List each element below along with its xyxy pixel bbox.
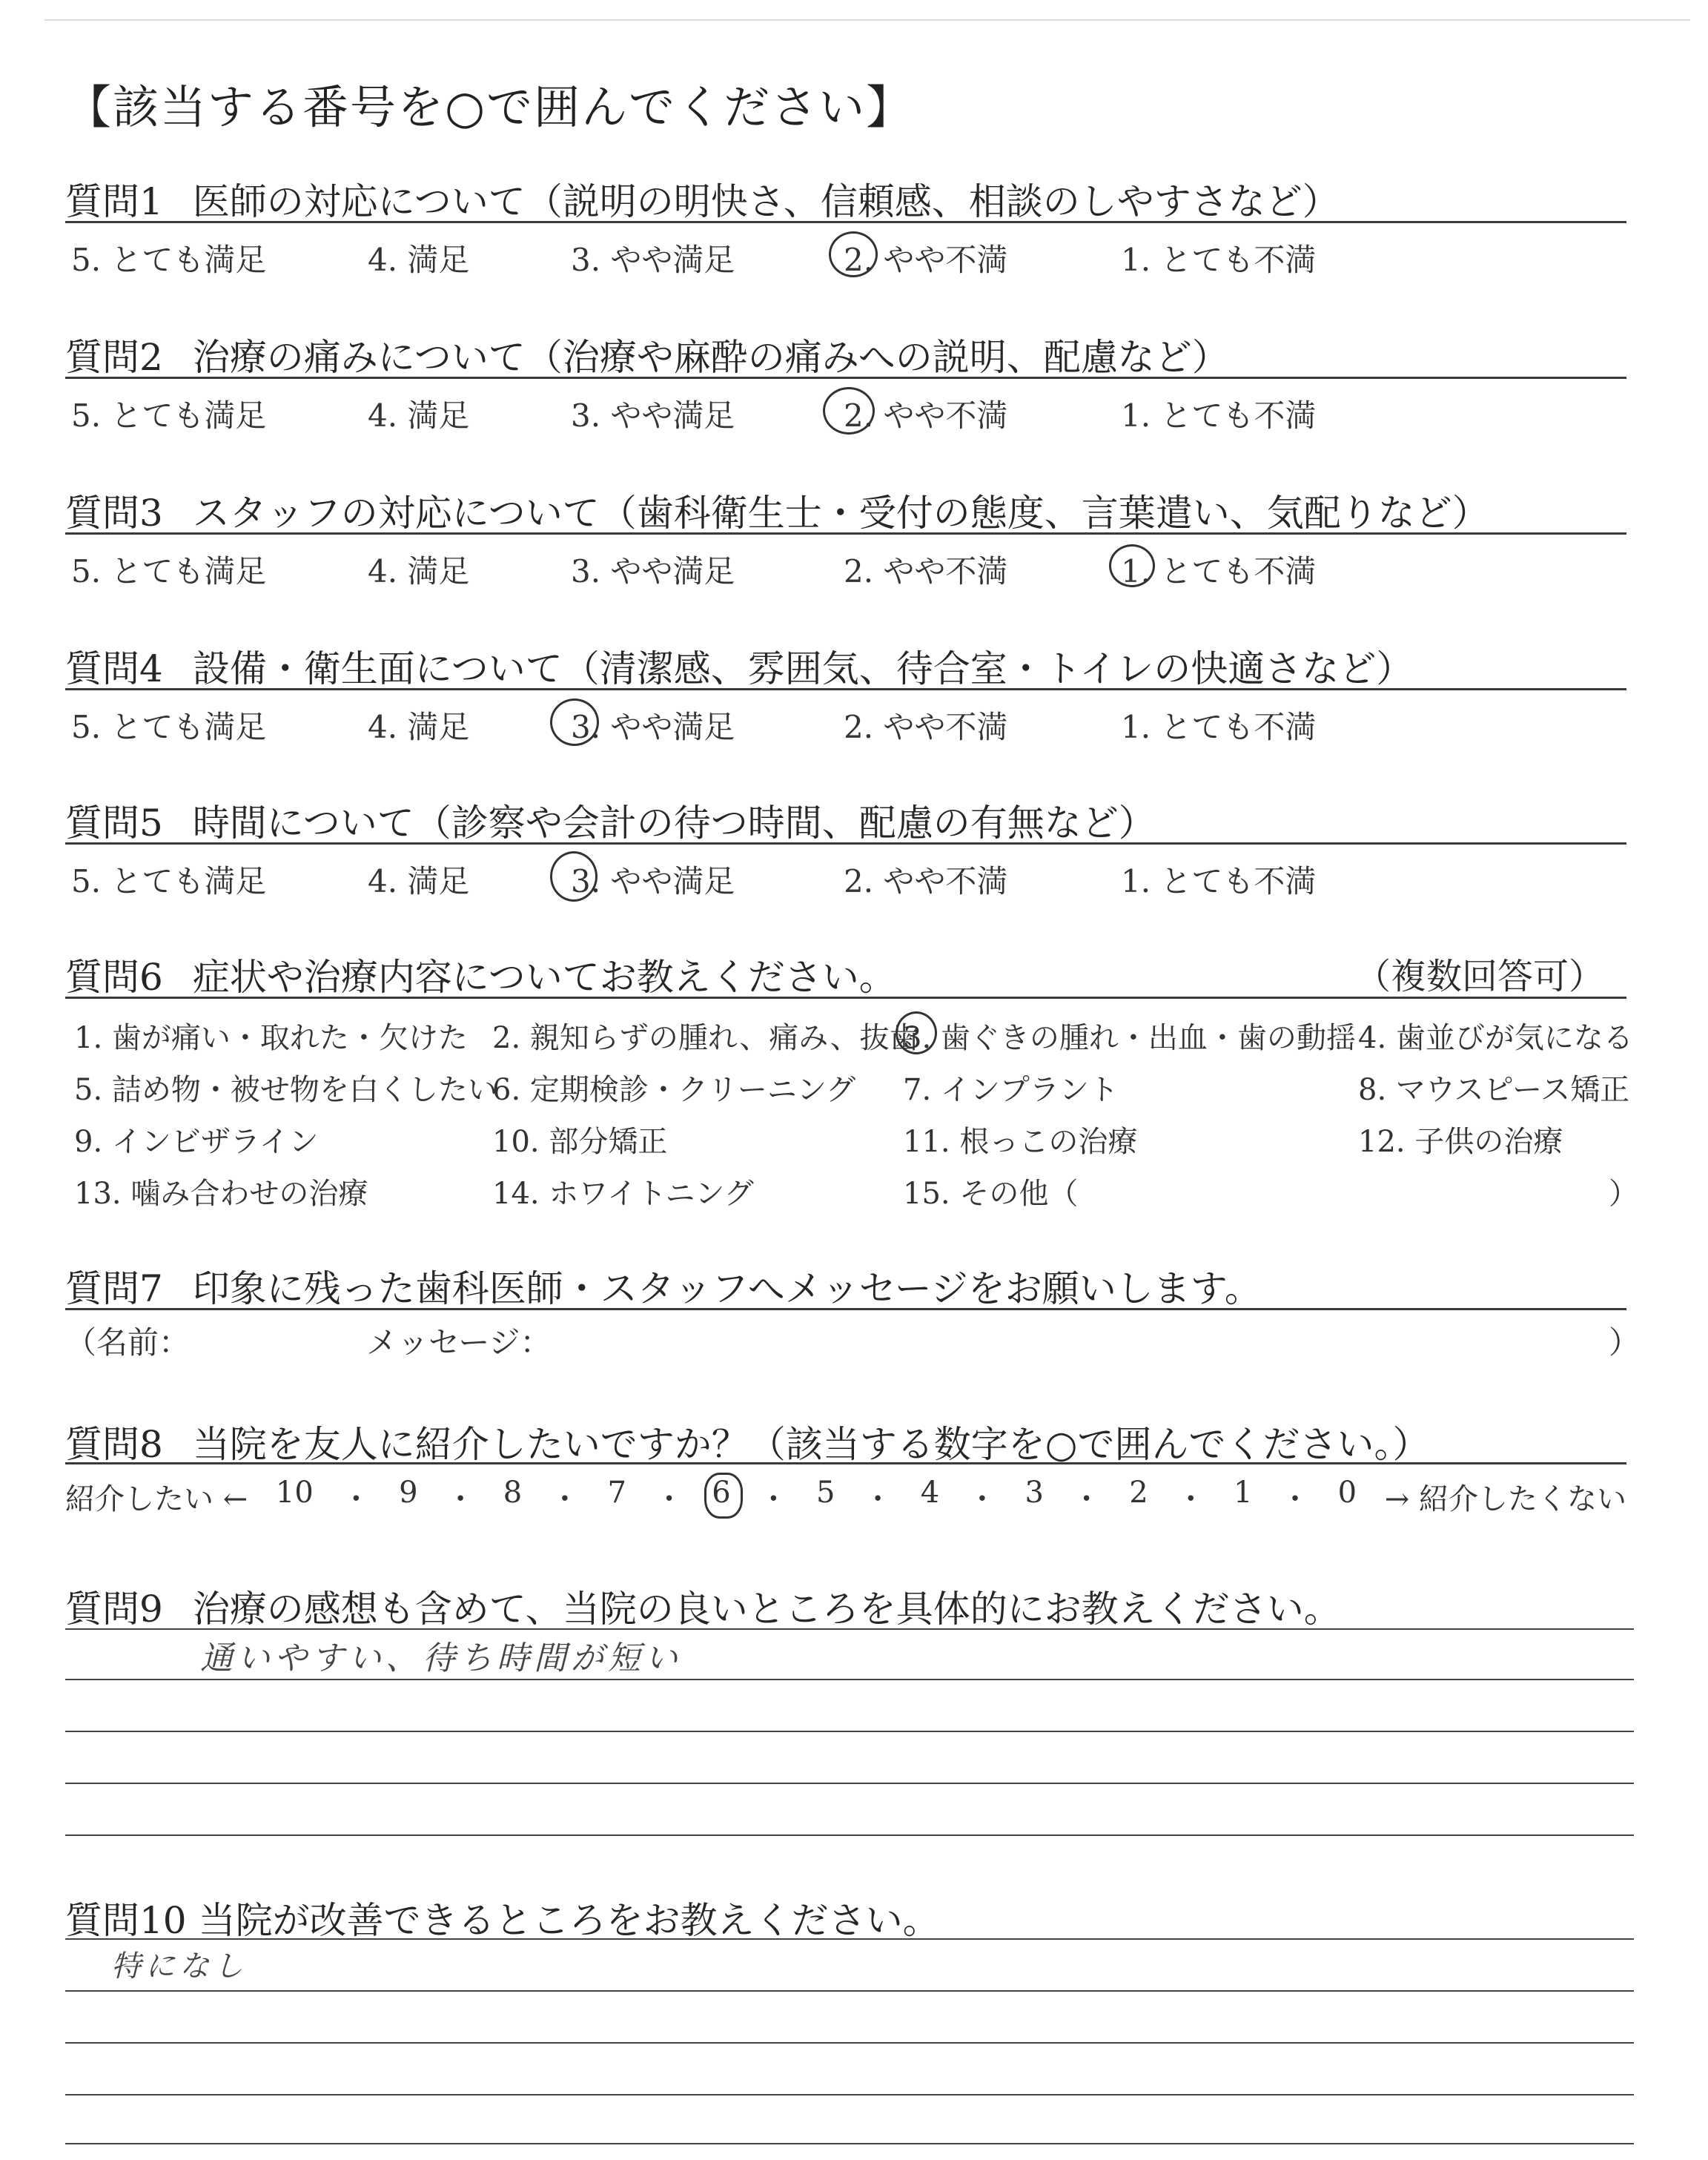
- q8-score-2[interactable]: 2: [1129, 1476, 1148, 1510]
- question-9: [65, 1579, 1341, 1633]
- q8-left-label: 紹介したい ←: [65, 1482, 248, 1516]
- question-4-rule: [65, 688, 1626, 690]
- question-8-rule: [65, 1462, 1626, 1464]
- q10-answer-line-3: [65, 2042, 1634, 2044]
- question-9-number: 質問9: [65, 1588, 163, 1631]
- question-7-rule: [65, 1308, 1626, 1310]
- q4-option-3[interactable]: 3. やや満足: [571, 709, 735, 745]
- question-10: [65, 1891, 940, 1944]
- scan-edge: [44, 19, 1690, 21]
- q7-name-label: （名前：: [65, 1324, 191, 1361]
- q3-option-2[interactable]: 2. やや不満: [844, 553, 1008, 589]
- q8-score-6[interactable]: 6: [712, 1476, 731, 1510]
- q6-item-15[interactable]: 15. その他（: [903, 1177, 1079, 1211]
- question-3-rule: [65, 532, 1626, 535]
- q9-answer-line-3: [65, 1731, 1634, 1732]
- q2-option-1[interactable]: 1. とても不満: [1121, 397, 1317, 434]
- q2-option-2[interactable]: 2. やや不満: [844, 397, 1008, 434]
- question-4-text: 設備・衛生面について（清潔感、雰囲気、待合室・トイレの快適さなど）: [192, 647, 1414, 690]
- question-7-text: 印象に残った歯科医師・スタッフへメッセージをお願いします。: [192, 1267, 1262, 1310]
- q8-selection-circle: [704, 1473, 743, 1519]
- question-5-rule: [65, 842, 1626, 845]
- q1-option-5[interactable]: 5. とても満足: [71, 242, 267, 278]
- q10-answer-line-5: [65, 2143, 1634, 2144]
- question-9-text: 治療の感想も含めて、当院の良いところを具体的にお教えください。: [192, 1588, 1341, 1631]
- q6-item-7[interactable]: 7. インプラント: [903, 1073, 1119, 1107]
- question-6-rule: [65, 997, 1626, 999]
- q2-option-3[interactable]: 3. やや満足: [571, 397, 735, 434]
- q5-selection-circle: [550, 851, 598, 902]
- q3-option-1[interactable]: 1. とても不満: [1121, 553, 1317, 589]
- q5-option-3[interactable]: 3. やや満足: [571, 863, 735, 899]
- q9-answer-line-2: [65, 1679, 1634, 1680]
- q5-option-1[interactable]: 1. とても不満: [1121, 863, 1317, 899]
- question-6-number: 質問6: [65, 956, 163, 999]
- q8-score-7[interactable]: 7: [607, 1476, 626, 1510]
- question-6: [65, 948, 896, 1001]
- q6-item-2[interactable]: 2. 親知らずの腫れ、痛み、抜歯: [492, 1021, 919, 1055]
- q9-answer-line-5: [65, 1834, 1634, 1836]
- q1-selection-circle: [829, 231, 878, 277]
- q9-answer-line-1: [65, 1628, 1634, 1630]
- q6-item-14[interactable]: 14. ホワイトニング: [492, 1177, 754, 1211]
- q5-option-2[interactable]: 2. やや不満: [844, 863, 1008, 899]
- q9-handwritten-answer: 通いやすい、待ち時間が短い: [200, 1639, 682, 1677]
- q2-option-4[interactable]: 4. 満足: [368, 397, 470, 434]
- q8-score-8[interactable]: 8: [503, 1476, 523, 1510]
- q6-item-9[interactable]: 9. インビザライン: [74, 1125, 319, 1159]
- question-4-number: 質問4: [65, 647, 163, 690]
- q8-score-1[interactable]: 1: [1233, 1476, 1253, 1510]
- q6-item-8[interactable]: 8. マウスピース矯正: [1358, 1073, 1630, 1107]
- question-1-text: 医師の対応について（説明の明快さ、信頼感、相談のしやすさなど）: [192, 180, 1340, 223]
- q9-answer-line-4: [65, 1783, 1634, 1784]
- q7-close-paren: ）: [1609, 1324, 1641, 1361]
- question-6-text: 症状や治療内容についてお教えください。: [192, 956, 896, 999]
- question-8-text: 当院を友人に紹介したいですか？（該当する数字を○で囲んでください。）: [192, 1423, 1430, 1466]
- q3-selection-circle: [1109, 544, 1155, 587]
- q3-option-5[interactable]: 5. とても満足: [71, 553, 267, 589]
- q6-item-13[interactable]: 13. 噛み合わせの治療: [74, 1177, 368, 1211]
- q2-selection-circle: [823, 387, 875, 435]
- question-7-number: 質問7: [65, 1267, 163, 1310]
- question-2-rule: [65, 377, 1626, 379]
- q1-option-3[interactable]: 3. やや満足: [571, 242, 735, 278]
- question-3-text: スタッフの対応について（歯科衛生士・受付の態度、言葉遣い、気配りなど）: [192, 492, 1489, 535]
- question-1: [65, 172, 1340, 225]
- q7-message-label: メッセージ：: [366, 1324, 552, 1361]
- q6-item-4[interactable]: 4. 歯並びが気になる: [1358, 1021, 1633, 1055]
- q3-option-3[interactable]: 3. やや満足: [571, 553, 735, 589]
- q4-option-4[interactable]: 4. 満足: [368, 709, 470, 745]
- question-1-number: 質問1: [65, 180, 163, 223]
- q2-option-5[interactable]: 5. とても満足: [71, 397, 267, 434]
- q6-selection-circle: [896, 1011, 937, 1054]
- question-3: [65, 483, 1489, 537]
- q4-selection-circle: [550, 698, 599, 746]
- q6-item-5[interactable]: 5. 詰め物・被せ物を白くしたい: [74, 1073, 497, 1107]
- question-10-text: 当院が改善できるところをお教えください。: [198, 1899, 940, 1942]
- q8-scale: 紹介したい ← 10 ・ 9 ・ 8 ・ 7 ・ 6 ・ 5 ・ 4 ・ 3 ・ 2 ・ 1 ・ 0 → 紹介したくない: [65, 1476, 1626, 1516]
- question-3-number: 質問3: [65, 492, 163, 535]
- question-2-text: 治療の痛みについて（治療や麻酔の痛みへの説明、配慮など）: [192, 336, 1229, 379]
- q6-other-close-paren: ）: [1609, 1177, 1638, 1211]
- q1-option-1[interactable]: 1. とても不満: [1121, 242, 1317, 278]
- question-5-text: 時間について（診察や会計の待つ時間、配慮の有無など）: [192, 802, 1156, 845]
- form-title: 【該当する番号を○で囲んでください】: [65, 80, 914, 134]
- question-4: [65, 639, 1413, 693]
- q6-item-1[interactable]: 1. 歯が痛い・取れた・欠けた: [74, 1021, 468, 1055]
- question-6-multiple-note: （複数回答可）: [1354, 956, 1604, 997]
- q8-score-3[interactable]: 3: [1025, 1476, 1044, 1510]
- q3-option-4[interactable]: 4. 満足: [368, 553, 470, 589]
- q8-score-5[interactable]: 5: [816, 1476, 835, 1510]
- question-8: [65, 1415, 1429, 1468]
- question-10-number: 質問10: [65, 1899, 187, 1942]
- q8-score-4[interactable]: 4: [920, 1476, 940, 1510]
- question-5: [65, 793, 1156, 847]
- q6-item-12[interactable]: 12. 子供の治療: [1358, 1125, 1563, 1159]
- q4-option-2[interactable]: 2. やや不満: [844, 709, 1008, 745]
- q5-option-5[interactable]: 5. とても満足: [71, 863, 267, 899]
- q8-score-0[interactable]: 0: [1337, 1476, 1357, 1510]
- question-1-rule: [65, 221, 1626, 223]
- question-8-number: 質問8: [65, 1423, 163, 1466]
- q8-right-label: → 紹介したくない: [1384, 1482, 1626, 1516]
- question-2: [65, 328, 1229, 381]
- question-5-number: 質問5: [65, 802, 163, 845]
- q6-item-6[interactable]: 6. 定期検診・クリーニング: [492, 1073, 856, 1107]
- q5-option-4[interactable]: 4. 満足: [368, 863, 470, 899]
- q10-answer-line-4: [65, 2094, 1634, 2095]
- q8-score-9[interactable]: 9: [399, 1476, 418, 1510]
- question-7: [65, 1259, 1262, 1312]
- q10-answer-line-1: [65, 1938, 1634, 1940]
- q6-item-10[interactable]: 10. 部分矯正: [492, 1125, 668, 1159]
- q1-option-4[interactable]: 4. 満足: [368, 242, 470, 278]
- q1-option-2[interactable]: 2. やや不満: [844, 242, 1008, 278]
- q4-option-5[interactable]: 5. とても満足: [71, 709, 267, 745]
- q4-option-1[interactable]: 1. とても不満: [1121, 709, 1317, 745]
- q10-handwritten-answer: 特になし: [111, 1949, 248, 1984]
- question-2-number: 質問2: [65, 336, 163, 379]
- q10-answer-line-2: [65, 1990, 1634, 1992]
- q8-score-10[interactable]: 10: [275, 1476, 314, 1510]
- q6-item-11[interactable]: 11. 根っこの治療: [903, 1125, 1138, 1159]
- q6-item-3[interactable]: 3. 歯ぐきの腫れ・出血・歯の動揺: [903, 1021, 1356, 1055]
